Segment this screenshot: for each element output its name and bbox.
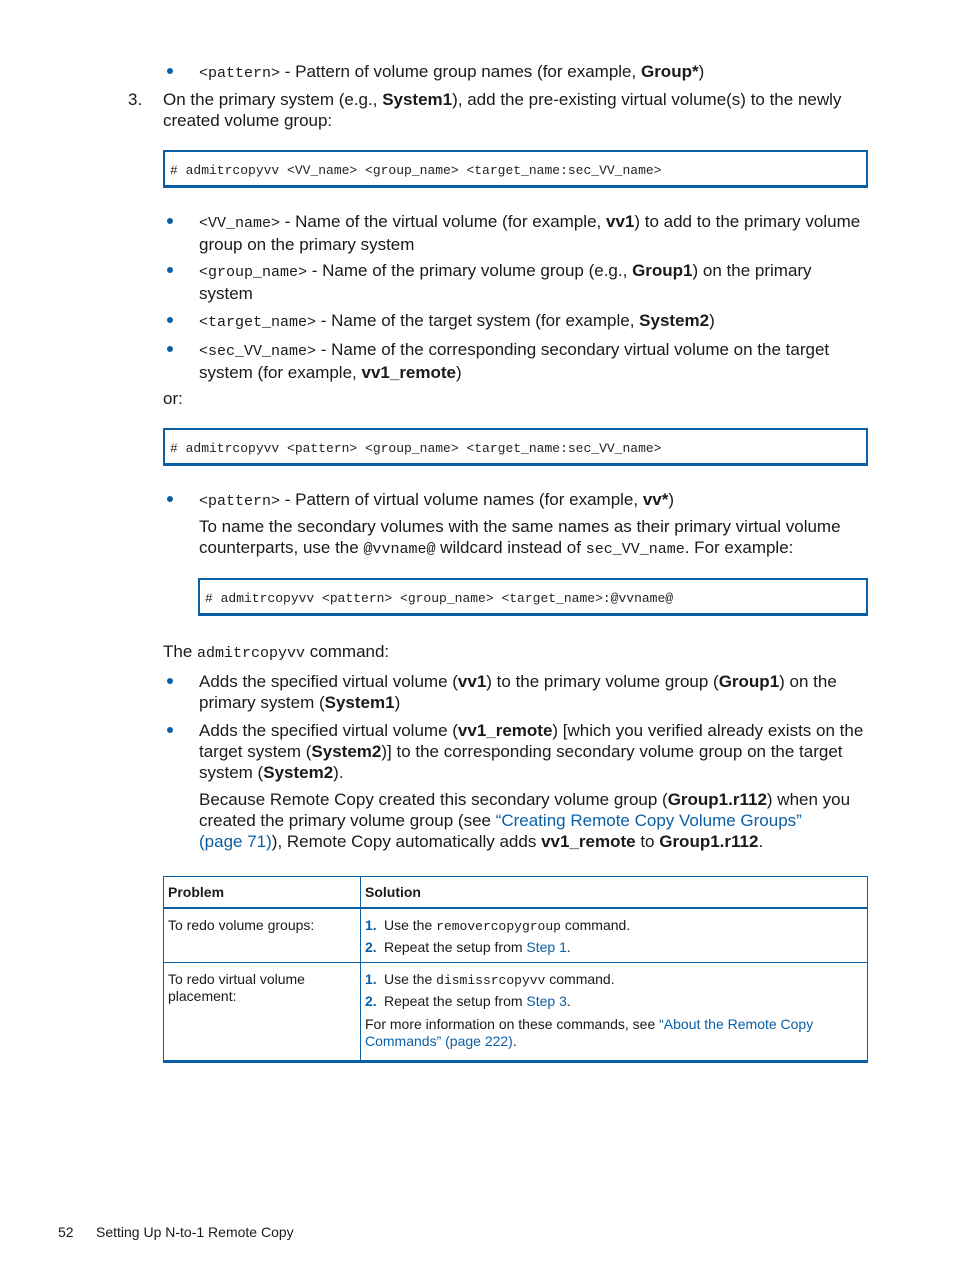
code-block: # admitrcopyvv <pattern> <group_name> <target_name:sec_VV_name>: [163, 428, 868, 466]
step-1-link[interactable]: Step 1: [526, 939, 567, 955]
command-intro: The admitrcopyvv command:: [163, 642, 390, 662]
solution-step: 1. Use the dismissrcopyvv command.: [365, 971, 615, 988]
problem-cell: To redo virtual volume placement:: [164, 963, 361, 1062]
step3-text: On the primary system (e.g., System1), add the pre-existing virtual volume(s) to the newly created volume group:: [163, 90, 842, 130]
table-row: [164, 908, 868, 963]
code-block: # admitrcopyvv <pattern> <group_name> <target_name>:@vvname@: [198, 578, 868, 616]
footer-title: Setting Up N-to-1 Remote Copy: [96, 1224, 294, 1240]
solution-cell: [361, 908, 868, 963]
effect-item: Adds the specified virtual volume (vv1) to the primary volume group (Group1) on the primary system (System1): [199, 672, 837, 712]
step-number: 3.: [128, 90, 143, 109]
code-block: # admitrcopyvv <VV_name> <group_name> <target_name:sec_VV_name>: [163, 150, 868, 188]
page-number: 52: [58, 1224, 74, 1240]
bullet-icon: [167, 317, 173, 323]
because-paragraph: Because Remote Copy created this secondary volume group (Group1.r112) when you created the primary volume group (see “Creating Remote Copy Volume Groups” (page 71)), Remote Copy automatically adds vv1_remote to Group1.r112.: [199, 790, 851, 851]
bullet-icon: [167, 678, 173, 684]
solution-step: 1. Use the removercopygroup command.: [365, 917, 631, 934]
param-group-name: <group_name> - Name of the primary volume group (e.g., Group1) on the primary system: [199, 261, 812, 303]
param-sec-vv-name: <sec_VV_name> - Name of the corresponding secondary virtual volume on the target system (for example, vv1_remote): [199, 340, 830, 382]
pattern-group-item: <pattern> - Pattern of volume group names (for example, Group*): [199, 62, 705, 82]
bullet-icon: [167, 267, 173, 273]
bullet-icon: [167, 346, 173, 352]
solution-step: 2. Repeat the setup from Step 3.: [365, 993, 571, 1009]
solution-note: For more information on these commands, see “About the Remote Copy Commands” (page 222).: [365, 1016, 814, 1049]
bullet-icon: [167, 218, 173, 224]
about-commands-link[interactable]: “About the Remote Copy Commands” (page 222): [365, 1016, 814, 1049]
pattern-vv-item: <pattern> - Pattern of virtual volume names (for example, vv*): [199, 490, 675, 510]
problem-cell: To redo volume groups:: [164, 908, 361, 963]
column-header: Solution: [361, 877, 868, 909]
solution-cell: [361, 963, 868, 1062]
bullet-icon: [167, 727, 173, 733]
creating-groups-link[interactable]: “Creating Remote Copy Volume Groups”: [495, 811, 802, 830]
table-header-row: [164, 877, 868, 909]
step-3-link[interactable]: Step 3: [526, 993, 567, 1009]
table-row: [164, 963, 868, 1062]
param-target-name: <target_name> - Name of the target system (for example, System2): [199, 311, 715, 331]
secondary-note: To name the secondary volumes with the same names as their primary virtual volume counterparts, use the @vvname@ wildcard instead of sec_VV_name. For example:: [199, 517, 841, 558]
column-header: Problem: [164, 877, 361, 909]
solution-step: 2. Repeat the setup from Step 1.: [365, 939, 571, 955]
problem-solution-table: [163, 876, 868, 1063]
or-label: or:: [163, 389, 183, 408]
bullet-icon: [167, 68, 173, 74]
bullet-icon: [167, 496, 173, 502]
param-vv-name: <VV_name> - Name of the virtual volume (for example, vv1) to add to the primary volume group on the primary system: [199, 212, 861, 254]
effect-item: Adds the specified virtual volume (vv1_remote) [which you verified already exists on the target system (System2)] to the corresponding secondary volume group on the target system (System2).: [199, 721, 864, 782]
creating-groups-page-link[interactable]: (page 71): [199, 832, 272, 851]
